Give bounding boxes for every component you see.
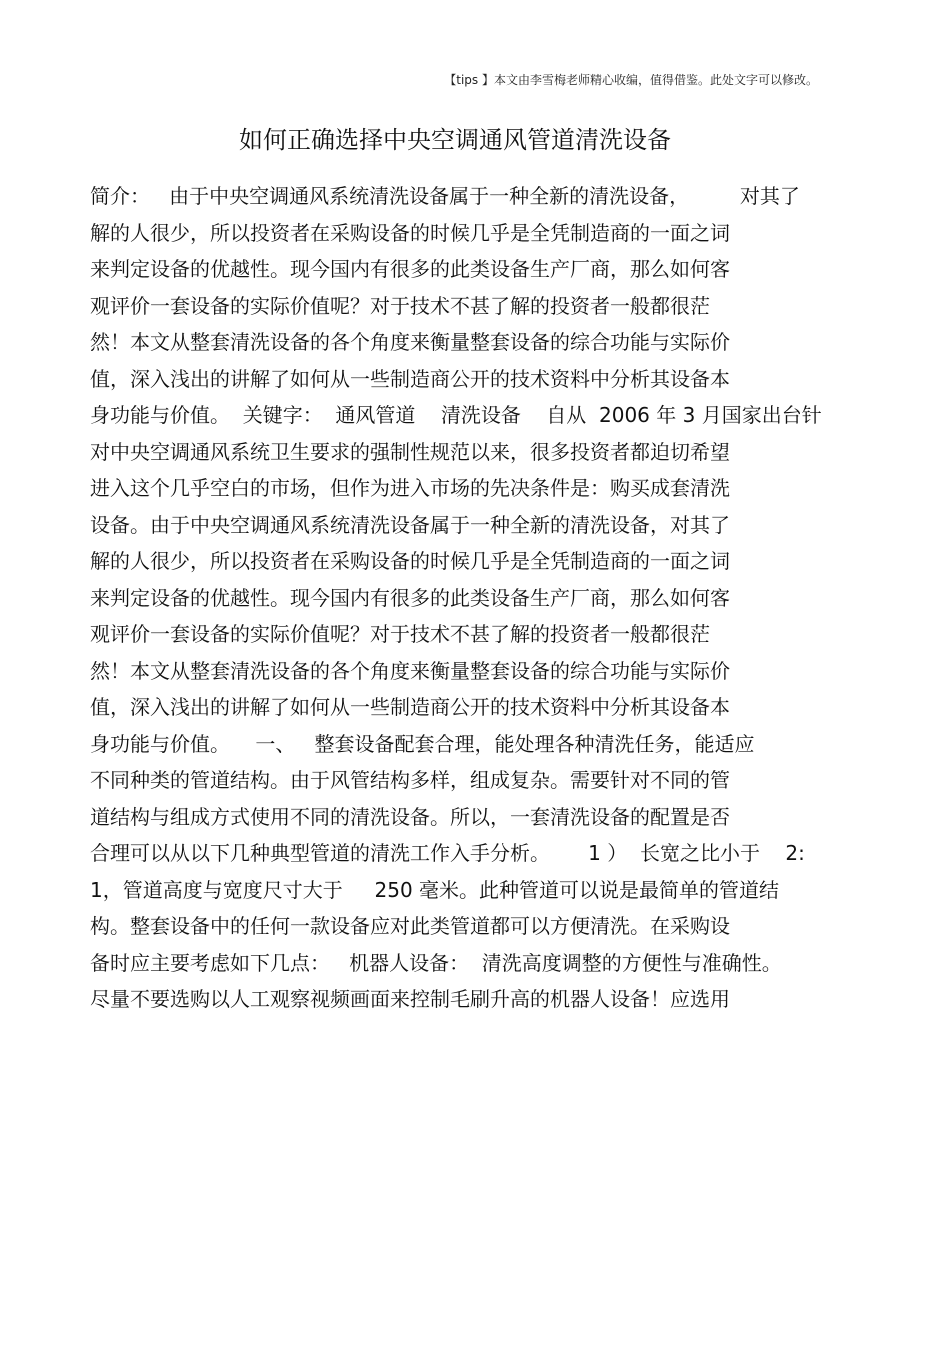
document-title: 如何正确选择中央空调通风管道清洗设备 (239, 126, 671, 154)
body-line: 合理可以从以下几种典型管道的清洗工作入手分析。 1 ） 长宽之比小于 2: (90, 841, 805, 865)
body-line: 备时应主要考虑如下几点： 机器人设备： 清洗高度调整的方便性与准确性。 (90, 950, 782, 975)
body-line: 来判定设备的优越性。现今国内有很多的此类设备生产厂商，那么如何客 (90, 585, 730, 610)
document-body (90, 178, 865, 1018)
body-line: 解的人很少，所以投资者在采购设备的时候几乎是全凭制造商的一面之词 (90, 549, 730, 573)
body-line: 身功能与价值。 一、 整套设备配套合理，能处理各种清洗任务，能适应 (90, 731, 755, 756)
body-line: 不同种类的管道结构。由于风管结构多样，组成复杂。需要针对不同的管 (90, 768, 730, 792)
body-line: 进入这个几乎空白的市场，但作为进入市场的先决条件是：购买成套清洗 (90, 476, 730, 500)
body-line: 观评价一套设备的实际价值呢？对于技术不甚了解的投资者一般都很茫 (90, 293, 710, 318)
tips-header: 【tips 】本文由李雪梅老师精心收编，值得借鉴。此处文字可以修改。 (444, 73, 818, 87)
body-line: 构。整套设备中的任何一款设备应对此类管道都可以方便清洗。在采购设 (90, 914, 730, 938)
body-line: 尽量不要选购以人工观察视频画面来控制毛刷升高的机器人设备！应选用 (90, 987, 730, 1011)
body-line: 值，深入浅出的讲解了如何从一些制造商公开的技术资料中分析其设备本 (90, 366, 730, 391)
body-line: 然！本文从整套清洗设备的各个角度来衡量整套设备的综合功能与实际价 (90, 658, 730, 683)
body-line: 对中央空调通风系统卫生要求的强制性规范以来，很多投资者都迫切希望 (90, 439, 730, 464)
body-line: 设备。由于中央空调通风系统清洗设备属于一种全新的清洗设备，对其了 (90, 512, 730, 537)
body-line: 解的人很少，所以投资者在采购设备的时候几乎是全凭制造商的一面之词 (90, 220, 730, 245)
body-line: 身功能与价值。 关键字： 通风管道 清洗设备 自从 2006 年 3 月国家出台针 (90, 403, 822, 427)
body-line: 值，深入浅出的讲解了如何从一些制造商公开的技术资料中分析其设备本 (90, 695, 730, 719)
body-line: 道结构与组成方式使用不同的清洗设备。所以，一套清洗设备的配置是否 (90, 804, 730, 829)
body-line: 然！本文从整套清洗设备的各个角度来衡量整套设备的综合功能与实际价 (90, 330, 730, 354)
body-line: 观评价一套设备的实际价值呢？对于技术不甚了解的投资者一般都很茫 (90, 622, 710, 646)
body-line: 简介： 由于中央空调通风系统清洗设备属于一种全新的清洗设备， 对其了 (90, 184, 800, 208)
body-line: 来判定设备的优越性。现今国内有很多的此类设备生产厂商，那么如何客 (90, 257, 730, 281)
body-line: 1，管道高度与宽度尺寸大于 250 毫米。此种管道可以说是最简单的管道结 (90, 877, 780, 902)
